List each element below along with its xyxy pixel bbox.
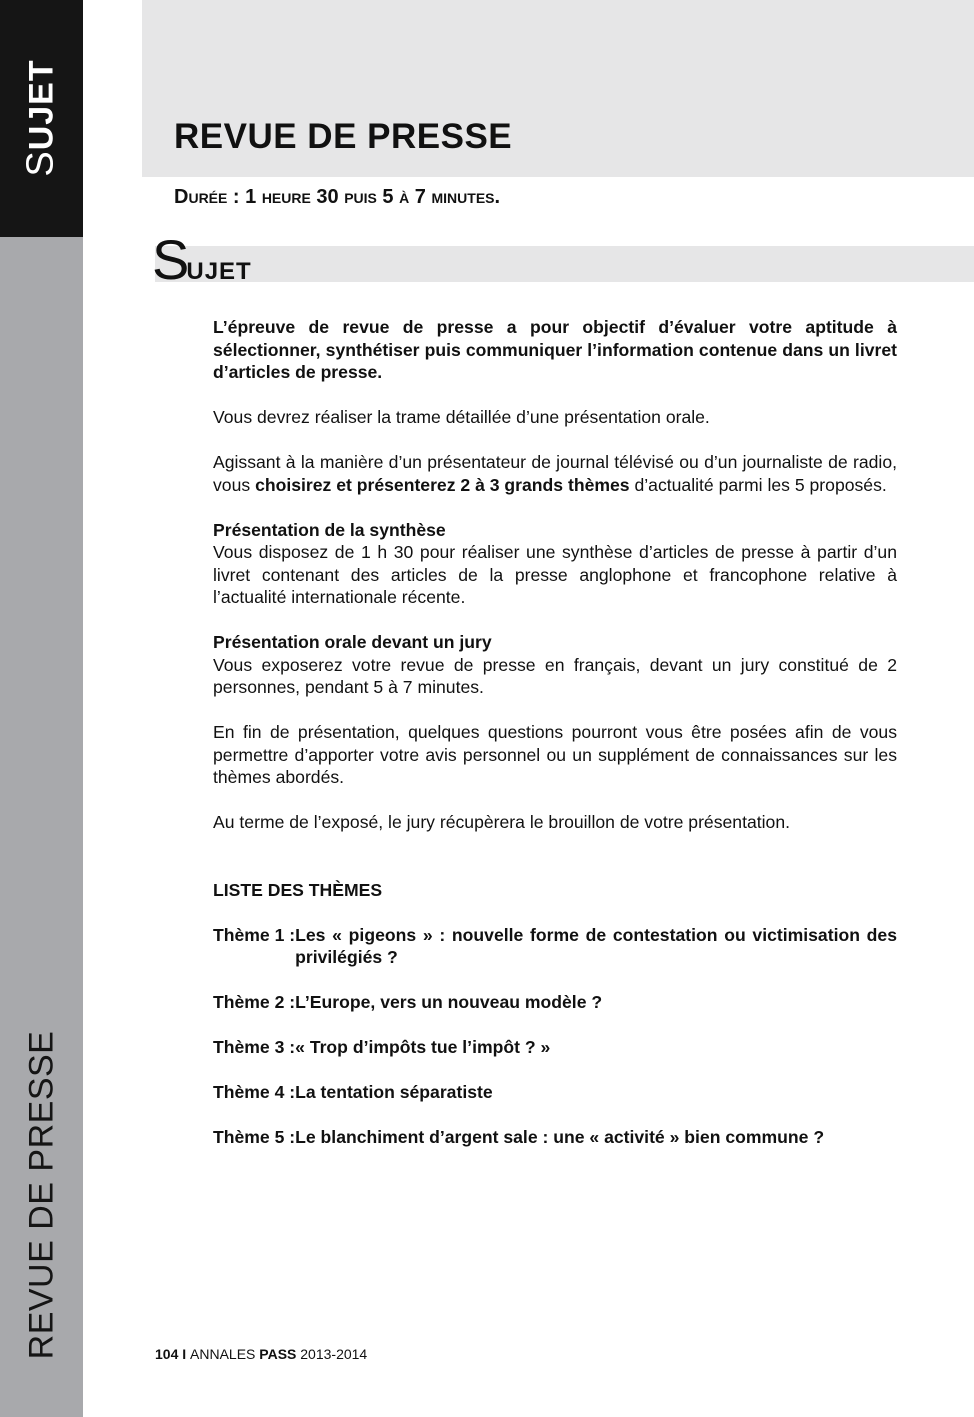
- orale-text: Vous exposerez votre revue de presse en français, devant un jury constitué de 2 personnes, pendant 5 à 7 minutes.: [213, 654, 897, 697]
- page-number: 104: [155, 1346, 179, 1362]
- sidebar-section-label: SUJET: [19, 59, 62, 177]
- orale-block: [213, 631, 897, 699]
- section-band: [155, 246, 974, 282]
- themes-title: LISTE DES THÈMES: [213, 879, 383, 900]
- page-title: REVUE DE PRESSE: [174, 117, 513, 156]
- theme-item: Thème 3 : « Trop d’impôts tue l’impôt ? »: [213, 1037, 551, 1057]
- paragraph-fin: En fin de présentation, quelques questions pourront vous être posées afin de vous permettre d’apporter votre avis personnel ou un supplément de connaissances sur les thèmes abordés.: [213, 722, 897, 787]
- paragraph-agissant: Agissant à la manière d’un présentateur de journal télévisé ou d’un journaliste de radio, vous choisirez et présenterez 2 à 3 grands thèmes d’actualité parmi les 5 proposés.: [213, 452, 897, 495]
- theme-item: Thème 2 : L’Europe, vers un nouveau modèle ?: [213, 992, 603, 1012]
- orale-heading: Présentation orale devant un jury: [213, 632, 492, 652]
- theme-item: Thème 4 : La tentation séparatiste: [213, 1082, 493, 1102]
- theme-item: Thème 1 : Les « pigeons » : nouvelle forme de contestation ou victimisation des privilégiés ?: [213, 924, 897, 967]
- synthese-text: Vous disposez de 1 h 30 pour réaliser une synthèse d’articles de presse à partir d’un livret contenant des articles de la presse anglophone et francophone relative à l’actualité internationale récente.: [213, 542, 897, 607]
- paragraph-trame: Vous devrez réaliser la trame détaillée d’une présentation orale.: [213, 407, 710, 427]
- theme-item: Thème 5 : Le blanchiment d’argent sale : une « activité » bien commune ?: [213, 1127, 825, 1147]
- main-content: [213, 316, 897, 1171]
- section-heading: SUJET: [152, 228, 252, 291]
- synthese-block: [213, 519, 897, 609]
- paragraph-terme: Au terme de l’exposé, le jury récupèrera le brouillon de votre présentation.: [213, 812, 791, 832]
- synthese-heading: Présentation de la synthèse: [213, 519, 446, 540]
- intro-paragraph: L’épreuve de revue de presse a pour objectif d’évaluer votre aptitude à sélectionner, synthétiser puis communiquer l’information contenue dans un livret d’articles de presse.: [213, 317, 897, 382]
- duration-line: DURÉE : 1 HEURE 30 PUIS 5 À 7 MINUTES.: [174, 186, 501, 208]
- sidebar-chapter-label: REVUE DE PRESSE: [22, 1030, 61, 1360]
- page-footer: 104 I ANNALES PASS 2013-2014: [155, 1346, 368, 1362]
